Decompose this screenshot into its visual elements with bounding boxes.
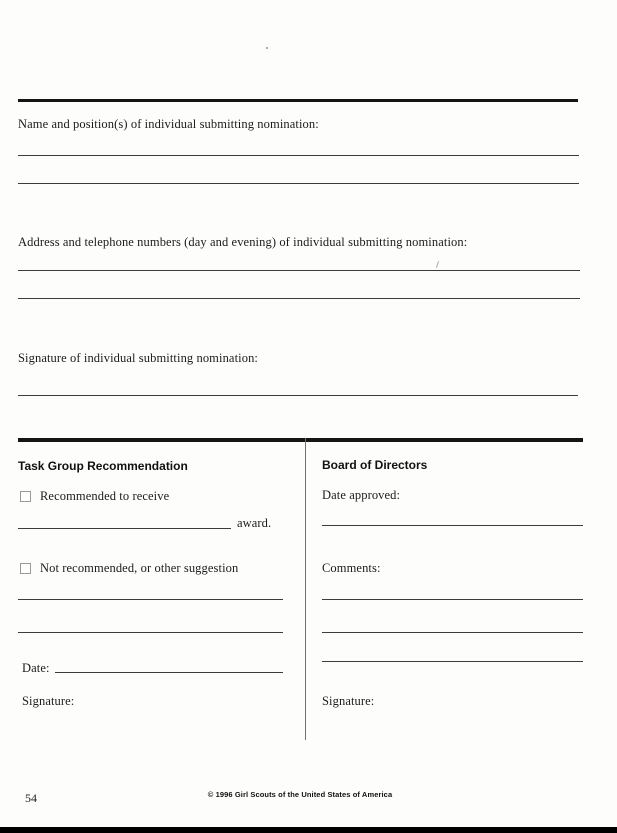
section-divider bbox=[18, 438, 583, 442]
writing-line bbox=[18, 270, 580, 271]
writing-line bbox=[322, 599, 583, 600]
award-suffix-label: award. bbox=[237, 516, 272, 530]
scan-edge-bar bbox=[0, 827, 617, 833]
task-group-date-label: Date: bbox=[22, 661, 50, 675]
writing-line bbox=[18, 632, 283, 633]
writing-line bbox=[322, 525, 583, 526]
address-label: Address and telephone numbers (day and evening) of individual submitting nomination: bbox=[18, 235, 468, 249]
not-recommended-checkbox[interactable] bbox=[20, 563, 31, 574]
writing-line bbox=[322, 632, 583, 633]
writing-line bbox=[18, 298, 580, 299]
writing-line bbox=[18, 395, 578, 396]
task-group-title: Task Group Recommendation bbox=[18, 459, 188, 473]
recommended-label: Recommended to receive bbox=[40, 489, 170, 503]
scan-speck bbox=[436, 261, 439, 268]
award-writing-line bbox=[18, 528, 231, 529]
board-title: Board of Directors bbox=[322, 458, 428, 472]
board-signature-label: Signature: bbox=[322, 694, 375, 708]
copyright-text: © 1996 Girl Scouts of the United States of America bbox=[207, 790, 393, 799]
scan-speck bbox=[266, 47, 268, 49]
not-recommended-label: Not recommended, or other suggestion bbox=[40, 561, 239, 575]
date-writing-line bbox=[55, 672, 283, 673]
task-group-signature-label: Signature: bbox=[22, 694, 75, 708]
submitter-signature-label: Signature of individual submitting nomination: bbox=[18, 351, 258, 365]
writing-line bbox=[18, 155, 579, 156]
writing-line bbox=[18, 599, 283, 600]
name-label: Name and position(s) of individual submitting nomination: bbox=[18, 117, 319, 131]
writing-line bbox=[18, 183, 579, 184]
date-approved-label: Date approved: bbox=[322, 488, 401, 502]
top-rule bbox=[18, 99, 578, 102]
recommended-checkbox[interactable] bbox=[20, 491, 31, 502]
column-divider bbox=[305, 438, 306, 740]
page-number: 54 bbox=[25, 791, 37, 805]
writing-line bbox=[322, 661, 583, 662]
comments-label: Comments: bbox=[322, 561, 381, 575]
